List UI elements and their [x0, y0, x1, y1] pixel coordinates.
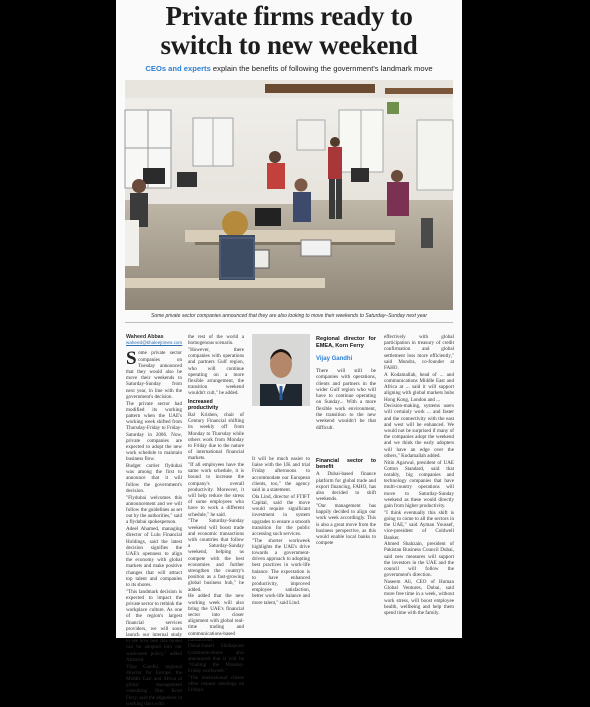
paragraph: "Flydubai welcomes this announcement and we will follow the guidelines as set out by the authorities," said a flydubai spokesperson. [126, 494, 182, 526]
paragraph-text: ome private sector companies on Tuesday announced that they would also be move their weekends to Saturday-Sunday from next year, in line with the government's decision. [126, 350, 182, 400]
byline-email-link[interactable]: waheed@khaleejtimes.com [126, 340, 183, 346]
paragraph: A Kodamallah, head of ... and communications Middle East and Africa at ... said it will support aligning with global markets hubs Hong Kong, London and ... [384, 371, 454, 403]
paragraph: Nitin Agarwal, president of UAE Cotton Standard, said that notably, big companies and technology companies that have multi-country operations will move to Saturday-Sunday weekend as these would directly gain from higher productivity. [384, 459, 454, 509]
paragraph: "The international clients often request meetings on Fridays. [188, 674, 244, 694]
headline-line-1: Private firms ready to [165, 1, 413, 31]
subheading: Increased productivity [188, 398, 219, 411]
standfirst-text: explain the benefits of following the government's landmark move [210, 64, 433, 73]
paragraph: "If all employees have the same work schedule, it is bound to increase the company's overall productivity. Moreover, it will help reduce the stress of some employees who have to work a different schedule," he said. [188, 462, 244, 518]
dropcap: S [126, 348, 137, 370]
paragraph [126, 350, 182, 400]
paragraph: Bal Krishen, chair of Century Financial shifting its weekly off from Monday to Thursday while others work from Monday to Friday due to the nature of international financial markets. [188, 411, 244, 462]
article-headline [124, 2, 454, 60]
profile-quote: There will still be companies with operations, clients and partners in the wider Gulf region who will have to continue operating on Sunday... With a more flexible work environment, the transition to the new weekend wouldn't be that difficult. [316, 368, 376, 431]
subheading: Financial sector to benefit [316, 458, 376, 471]
paragraph: Vijay Gandhi, regional director for Europe, the Middle East and Africa at global management consulting firm Korn Ferry, said the alignment in working days with [126, 663, 182, 707]
paragraph: effectively with global participation in treasury of credit confirmation and global settlement loss more efficiently," said Mundra, co-founder at FAHO. [384, 334, 454, 372]
article-column-3b [316, 456, 376, 547]
paragraph: The private sector had modified its working pattern when the UAE's working week shifted from Thursday-Friday to Friday-Saturday in 2006. Now, private companies are expected to adopt the new work schedule to maintain business flow. [126, 400, 182, 463]
newspaper-page [116, 0, 462, 707]
paragraph: It will be much easier to liaise with the UK and trial Friday afternoons to accommodate our European clients, too," the agency said in a statement. [252, 456, 310, 494]
article-column-1 [126, 334, 182, 707]
article-standfirst [122, 64, 456, 73]
portrait-photo [252, 334, 310, 406]
article-column-3a [252, 456, 310, 606]
paragraph: Ola Lind, director of FTIFT Capital, said the move would require significant investment in system upgrades to ensure a smooth transition for the public accessing such services. [252, 493, 310, 537]
paragraph: "Our management has happily decided to align our work week accordingly. This is also a great move from the business perspective, as this would enable local banks to compete [316, 502, 376, 547]
paragraph: Budget carrier flydubai was among the first to announce that it will follow the government's decision. [126, 463, 182, 494]
office-photo [125, 80, 453, 310]
paragraph: Adeel Ahamed, managing director of Lulu Financial Holdings, said the latest decision signifies the UAE's openness to align the economy with global markets and make positive changes that will attract top talent and companies to its shores. [126, 526, 182, 588]
paragraph: A Dubai-based finance platform for global trade and export financing, FAHO, has also decided to shift weekends. [316, 471, 376, 503]
paragraph: "The shorter workweek highlights the UAE's drive towards a government-driven approach to adopting best practices in work-life balance. The expectation is to have enhanced productivity, improved employee satisfaction, better work-life balance and more talent," said Lind. [252, 537, 310, 606]
paragraph: the rest of the world a homogenous scenario. [188, 334, 244, 347]
profile-box [252, 334, 376, 452]
article-column-2 [188, 334, 244, 694]
profile-name: Vijay Gandhi [316, 356, 353, 362]
paragraph: Naseem Ali, CEO of Human Global Ventures, Dubai, said more free time in a week, without work stress, will boost employee health, wellbeing and help them spend time with the family. [384, 578, 454, 616]
photo-caption: Some private sector companies announced that they are also looking to move their weekends to Saturday–Sunday next year [151, 313, 427, 319]
paragraph: Dubai-based Shobapram Communications also announced that it will be "trialling the Monday-Friday workweek." [188, 643, 244, 675]
paragraph: Decision-making, systems users will certainly work ... and faster and the connectivity with the east and west will be enhanced. We would not be surprised if many of the companies adopt the weekend and we think the early adopters will have an edge over the others," Kodamallah added. [384, 403, 454, 459]
paragraph: "However, there companies with operations and partners Gulf region, who will continue operating on a more flexible arrangement, the transition weekend wouldn't cult," he added. [188, 346, 244, 397]
article-column-4 [384, 334, 454, 617]
paragraph: "I think eventually this shift is going to come to all the sectors in the UAE," said Ayman Youssef, vice-president of Coldwell Banker. [384, 509, 454, 541]
portrait-illustration [252, 334, 310, 406]
profile-role: Regional director for EMEA, Korn Ferry [316, 336, 376, 349]
divider-rule [125, 322, 453, 323]
paragraph: "This landmark decision is expected to impact the private sector to rethink the workplace culture. As one of the region's largest financial services providers, we will soon launch our internal study to see how best this model can be adopted into our workweek policy," added Ahamed. [126, 588, 183, 663]
paragraph: Ahmed Shahzain, president of Pakistan Business Council Dubai, said new measures will support the investors in the UAE and the council will follow the government's direction. [384, 541, 454, 579]
paragraph: "The Saturday-Sunday weekend will boost trade and economic transactions with countries that follow a Saturday-Sunday weekend, helping us compete with the best economies and further strengthen the country's position as a fast-growing global business hub," he added. [188, 518, 244, 593]
paragraph: He added that the new working week will also bring the UAE's financial sector into closer alignment with global real-time trading and communications-based transactions. [188, 593, 244, 643]
byline-name: Waheed Abbas [126, 334, 164, 340]
office-photo-illustration [125, 80, 453, 310]
standfirst-accent: CEOs and experts [145, 64, 211, 73]
headline-line-2: switch to new weekend [160, 30, 418, 60]
